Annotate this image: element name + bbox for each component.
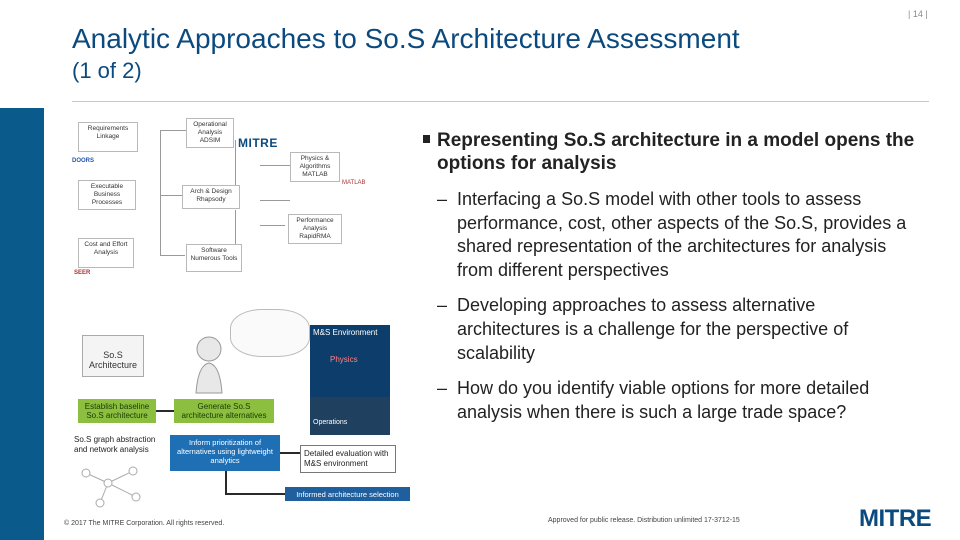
connector-line: [235, 140, 236, 185]
thinking-figure-icon: [190, 335, 228, 395]
physics-box: Physics & Algorithms MATLAB: [290, 152, 340, 182]
dash-icon: –: [437, 378, 448, 399]
arch-design-box: Arch & Design Rhapsody: [182, 185, 240, 209]
flow-arrow: [280, 452, 300, 454]
connector-line: [260, 200, 290, 201]
thought-bubble-icon: [230, 309, 310, 357]
flow-arrow: [225, 471, 227, 493]
approval-notice: Approved for public release. Distribution unlimited 17-3712-15: [548, 517, 740, 524]
executable-box: Executable Business Processes: [78, 180, 136, 210]
connector-line: [260, 165, 290, 166]
tools-diagram: [60, 110, 390, 285]
software-box: Software Numerous Tools: [186, 244, 242, 272]
ms-environment-label: M&S Environment: [313, 328, 378, 337]
connector-line: [160, 255, 185, 256]
flow-arrow: [156, 410, 174, 412]
detailed-evaluation-box: Detailed evaluation with M&S environment: [300, 445, 396, 473]
sub-bullet-text: Developing approaches to assess alternative architectures is a challenge for the perspective of scalability: [457, 295, 849, 364]
physics-label: Physics: [330, 355, 358, 364]
establish-baseline-box: Establish baseline So.S architecture: [78, 399, 156, 423]
sub-bullet: [437, 294, 920, 366]
title-line-1: Analytic Approaches to So.S Architecture Assessment: [72, 23, 740, 54]
mitre-logo: MITRE: [859, 505, 932, 532]
graph-abstraction-label: So.S graph abstraction and network analysis: [74, 435, 156, 454]
assessment-process-diagram: [60, 305, 420, 515]
sos-architecture-stack: So.S Architecture: [82, 335, 144, 377]
copyright-notice: © 2017 The MITRE Corporation. All rights reserved.: [64, 520, 225, 527]
bullet-list: [420, 130, 920, 425]
sub-bullet-text: Interfacing a So.S model with other tools to assess performance, cost, other aspects of the So.S, provides a shared representation of the architectures for analysis from different perspectives: [457, 188, 907, 281]
requirements-box: Requirements Linkage: [78, 122, 138, 152]
connector-line: [160, 130, 161, 255]
main-bullet: [420, 130, 920, 176]
main-bullet-text: Representing So.S architecture in a model opens the options for analysis: [437, 130, 915, 174]
network-graph-icon: [78, 465, 150, 509]
left-accent-bar: [0, 108, 44, 540]
cost-box: Cost and Effort Analysis: [78, 238, 134, 268]
dash-icon: –: [437, 295, 448, 316]
performance-box: Performance Analysis RapidRMA: [288, 214, 342, 244]
title-divider: [72, 101, 929, 102]
informed-selection-box: Informed architecture selection: [285, 487, 410, 501]
connector-line: [260, 225, 285, 226]
bullet-square-icon: [423, 135, 430, 143]
mitre-small-logo: MITRE: [238, 136, 278, 150]
matlab-logo: MATLAB: [342, 180, 366, 186]
slide-number: | 14 |: [908, 9, 928, 19]
doors-logo: DOORS: [72, 158, 95, 164]
ms-environment-panel: [310, 325, 390, 405]
dash-icon: –: [437, 188, 448, 209]
generate-alternatives-box: Generate So.S architecture alternatives: [174, 399, 274, 423]
sub-bullet-text: How do you identify viable options for more detailed analysis when there is such a large trade space?: [457, 378, 870, 423]
inform-prioritization-box: Inform prioritization of alternatives using lightweight analytics: [170, 435, 280, 471]
sub-bullet: [437, 188, 920, 284]
seer-logo: SEER: [74, 270, 91, 276]
operational-box: Operational Analysis ADSIM: [186, 118, 234, 148]
connector-line: [235, 210, 236, 245]
title-line-2: (1 of 2): [72, 57, 142, 83]
operations-panel: Operations: [310, 397, 390, 435]
flow-arrow: [225, 493, 285, 495]
sub-bullet: [437, 377, 920, 425]
slide-title: [72, 22, 740, 84]
